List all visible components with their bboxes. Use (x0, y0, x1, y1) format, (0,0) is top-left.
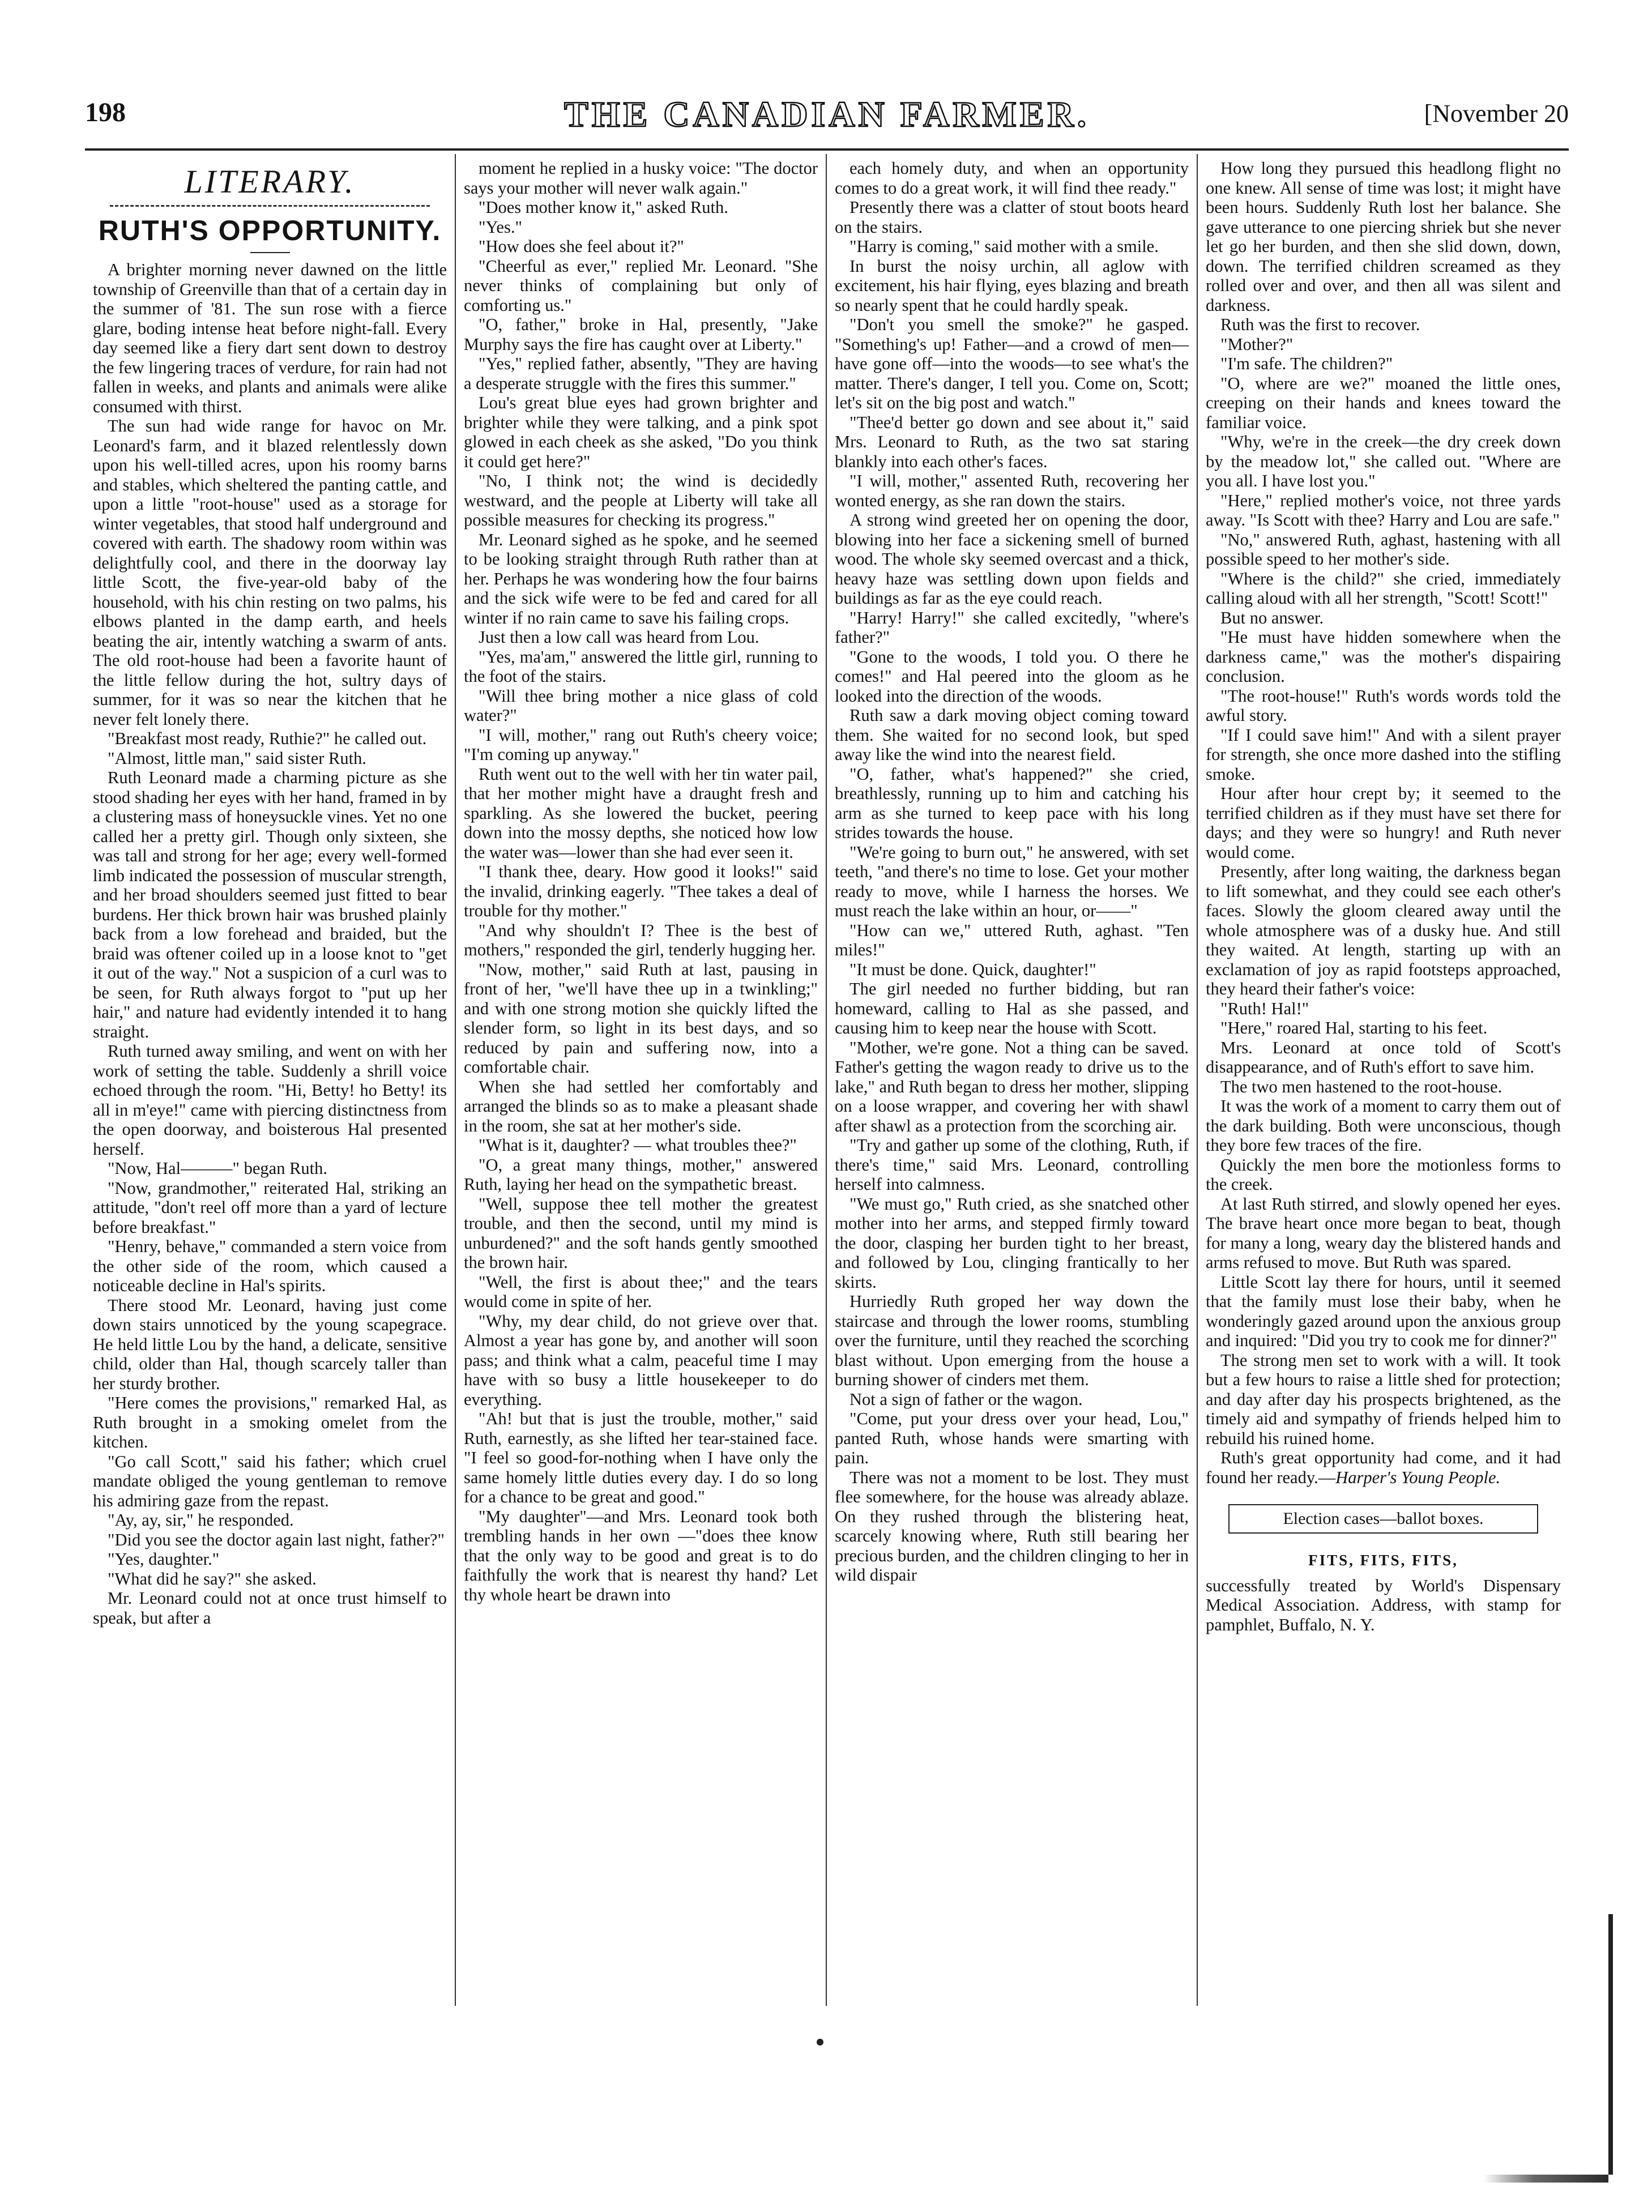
paragraph: The strong men set to work with a will. It took but a few hours to raise a little shed for protection; and day after day his prospects brightened, as the timely aid and sympathy of friends helped him to rebuild his ruined home. (1206, 1350, 1561, 1448)
paragraph: Mrs. Leonard at once told of Scott's disappearance, and of Ruth's effort to save him. (1206, 1037, 1561, 1077)
paragraph: "Yes, ma'am," answered the little girl, running to the foot of the stairs. (464, 647, 818, 686)
masthead: THE CANADIAN FARMER. (564, 94, 1090, 134)
column-3 (827, 154, 1198, 2006)
page-number: 198 (85, 97, 126, 127)
paragraph: "Cheerful as ever," replied Mr. Leonard. "She never thinks of complaining but only of comforting us." (464, 256, 818, 315)
paragraph: "Henry, behave," commanded a stern voice from the other side of the room, which caused a noticeable decline in Hal's spirits. (93, 1237, 447, 1295)
paragraph: Presently, after long waiting, the darkness began to lift somewhat, and they could see each other's faces. Slowly the gloom cleared away until the whole atmosphere was of a dusky hue. And still they waited. At length, starting up with an exclamation of joy as rapid footsteps approached, they heard their father's voice: (1206, 862, 1561, 998)
paragraph: Ruth's great opportunity had come, and it had found her ready.—Harper's Young People. (1206, 1448, 1561, 1487)
paragraph: Ruth saw a dark moving object coming toward them. She waited for no second look, but sped away like the wind into the nearest field. (835, 706, 1189, 764)
column-4 (1198, 154, 1569, 2006)
paragraph: Hour after hour crept by; it seemed to the terrified children as if they must have set there for days; and they were so hungry! and Ruth never would come. (1206, 784, 1561, 862)
section-rule (110, 205, 430, 207)
paragraph: Ruth went out to the well with her tin water pail, that her mother might have a draught fresh and sparkling. As she lowered the bucket, peering down into the mossy depths, she noticed how low the water was—lower than she had ever seen it. (464, 764, 818, 862)
paragraph: "Try and gather up some of the clothing, Ruth, if there's time," said Mrs. Leonard, controlling herself into calmness. (835, 1135, 1189, 1194)
paragraph: "Mother?" (1220, 334, 1294, 354)
ad-title: FITS, FITS, FITS, (1308, 1552, 1458, 1569)
paragraph: "Breakfast most ready, Ruthie?" he called out. (108, 729, 427, 748)
paragraph: "Here," replied mother's voice, not three yards away. "Is Scott with thee? Harry and Lou are safe." (1206, 490, 1561, 529)
paragraph: "Mother, we're gone. Not a thing can be saved. Father's getting the wagon ready to drive us to the lake," and Ruth began to dress her mother, slipping on a loose wrapper, and covering her with shawl after shawl as a protection from the scorching air. (835, 1037, 1189, 1135)
paragraph: Ruth turned away smiling, and went on with her work of setting the table. Suddenly a shrill voice echoed through the room. "Hi, Betty! ho Betty! its all in m'eye!" came with piercing distinctness from the open doorway, and boisterous Hal presented herself. (93, 1041, 447, 1159)
paragraph: "Well, the first is about thee;" and the tears would come in spite of her. (464, 1272, 818, 1311)
paragraph: The sun had wide range for havoc on Mr. Leonard's farm, and it blazed relentlessly down upon his well-tilled acres, upon his roomy barns and stables, which sheltered the panting cattle, and upon a little "root-house" used as a storage for winter vegetables, that stood half underground and covered with earth. The shadowy room within was delightfully cool, and there in the doorway lay little Scott, the five-year-old baby of the household, with his chin resting on two palms, his elbows planted in the damp earth, and heels beating the air, intently watching a swarm of ants. The old root-house had been a favorite haunt of the little fellow during the hot, sultry days of summer, for it was so near the kitchen that he never felt lonely there. (93, 416, 447, 729)
paragraph: each homely duty, and when an opportunity comes to do a great work, it will find thee ready." (835, 159, 1189, 198)
paragraph: Little Scott lay there for hours, until it seemed that the family must lose their baby, when he wonderingly gazed around upon the anxious group and inquired: "Did you try to cook me for dinner?" (1206, 1272, 1561, 1350)
paragraph: A brighter morning never dawned on the little township of Greenville than that of a certain day in the summer of '81. The sun rose with a fierce glare, boding intense heat before night-fall. Every day seemed like a fiery dart sent down to destroy the few lingering traces of verdure, for rain had not fallen in weeks, and plants and animals were alike consumed with thirst. (93, 260, 447, 416)
paragraph: It was the work of a moment to carry them out of the dark building. Both were unconscious, though they bore few traces of the fire. (1206, 1096, 1561, 1155)
paragraph: "We must go," Ruth cried, as she snatched other mother into her arms, and stepped firmly toward the door, clasping her burden tight to her breast, and followed by Lou, clinging frantically to her skirts. (835, 1194, 1189, 1292)
paragraph: "Come, put your dress over your head, Lou," panted Ruth, whose hands were smarting with pain. (835, 1409, 1189, 1467)
paragraph: "Why, we're in the creek—the dry creek down by the meadow lot," she called out. "Where are you all. I have lost you." (1206, 432, 1561, 490)
paragraph: "What did he say?" she asked. (108, 1569, 317, 1588)
paragraph: "Thee'd better go down and see about it," said Mrs. Leonard to Ruth, as the two sat staring blankly into each other's faces. (835, 412, 1189, 471)
paragraph: "Yes." (479, 217, 522, 237)
paragraph: "I will, mother," assented Ruth, recovering her wonted energy, as she ran down the stairs. (835, 471, 1189, 510)
paragraph: "Yes," replied father, absently, "They are having a desperate struggle with the fires this summer." (464, 354, 818, 393)
paragraph: "Where is the child?" she cried, immediately calling aloud with all her strength, "Scott! Scott!" (1206, 569, 1561, 608)
paragraph: "Harry! Harry!" she called excitedly, "where's father?" (835, 608, 1189, 647)
paragraph: "Almost, little man," said sister Ruth. (108, 748, 366, 768)
paragraph: "Here," roared Hal, starting to his feet. (1220, 1018, 1488, 1037)
paragraph: "Now, grandmother," reiterated Hal, striking an attitude, "don't reel off more than a yard of lecture before breakfast." (93, 1178, 447, 1237)
section-title: LITERARY. (184, 163, 356, 200)
paragraph: Presently there was a clatter of stout boots heard on the stairs. (835, 198, 1189, 237)
paragraph: Mr. Leonard sighed as he spoke, and he seemed to be looking straight through Ruth rather than at her. Perhaps he was wondering how the four bairns and the sick wife were to be fed and cared for all winter if no rain came to save his failing crops. (464, 529, 818, 627)
paragraph: "Will thee bring mother a nice glass of cold water?" (464, 686, 818, 725)
paragraph: "Yes, daughter." (108, 1549, 220, 1569)
paragraph: "My daughter"—and Mrs. Leonard took both trembling hands in her own —"does thee know that the only way to be good and great is to do faithfully the work that is nearest thy hand? Let thy whole heart be drawn into (464, 1506, 818, 1604)
paragraph: "What is it, daughter? — what troubles thee?" (479, 1135, 797, 1155)
column-2 (456, 154, 827, 2006)
paragraph: In burst the noisy urchin, all aglow with excitement, his hair flying, eyes blazing and breath so nearly spent that he could hardly speak. (835, 256, 1189, 315)
paragraph: "No," answered Ruth, aghast, hastening with all possible speed to her mother's side. (1206, 529, 1561, 569)
print-dot (817, 2039, 823, 2046)
paragraph: "No, I think not; the wind is decidedly westward, and the people at Liberty will take all possible measures for checking its progress." (464, 471, 818, 529)
paragraph: "Why, my dear child, do not grieve over that. Almost a year has gone by, and another will soon pass; and think what a calm, peaceful time I may have with so busy a little housekeeper to do everything. (464, 1311, 818, 1409)
paragraph: Ruth Leonard made a charming picture as she stood shading her eyes with her hand, framed in by a clustering mass of honeysuckle vines. Yet no one called her a pretty girl. Though only sixteen, she was tall and strong for her age; every well-formed limb indicated the possession of muscular strength, and her broad shoulders seemed just fitted to bear burdens. Her thick brown hair was brushed plainly back from a low forehead and braided, but the braid was oftener coiled up in a loose knot to "get it out of the way." Not a suspicion of a curl was to be seen, for Ruth always forgot to "put up her hair," and nature had evidently intended it to hang straight. (93, 768, 447, 1041)
paragraph: "O, a great many things, mother," answered Ruth, laying her head on the sympathetic breast. (464, 1155, 818, 1194)
columns (85, 154, 1569, 2006)
paragraph: "I thank thee, deary. How good it looks!" said the invalid, drinking eagerly. "Thee takes a deal of trouble for thy mother." (464, 862, 818, 920)
issue-date: [November 20 (1424, 100, 1569, 127)
paragraph: "How can we," uttered Ruth, aghast. "Ten miles!" (835, 920, 1189, 959)
paragraph: "We're going to burn out," he answered, with set teeth, "and there's no time to lose. Get your mother ready to move, while I harness the horses. We must reach the lake within an hour, or——" (835, 842, 1189, 920)
paragraph: Quickly the men bore the motionless forms to the creek. (1206, 1155, 1561, 1194)
paragraph: At last Ruth stirred, and slowly opened her eyes. The brave heart once more began to beat, though for many a long, weary day the blistered hands and arms refused to move. But Ruth was spared. (1206, 1194, 1561, 1272)
paragraph: "Don't you smell the smoke?" he gasped. "Something's up! Father—and a crowd of men—have gone off—into the woods—to see what's the matter. There's danger, I tell you. Come on, Scott; let's sit on the big post and watch." (835, 315, 1189, 412)
paragraph: "How does she feel about it?" (479, 237, 684, 256)
ad-text: successfully treated by World's Dispensary Medical Association. Address, with stamp for pamphlet, Buffalo, N. Y. (1206, 1575, 1561, 1634)
paragraph: A strong wind greeted her on opening the door, blowing into her face a sickening smell of burned wood. The whole sky seemed overcast and a thick, heavy haze was settling down upon fields and buildings as far as the eye could reach. (835, 510, 1189, 608)
paragraph: moment he replied in a husky voice: "The doctor says your mother will never walk again." (464, 159, 818, 198)
paragraph: "O, father," broke in Hal, presently, "Jake Murphy says the fire has caught over at Liberty." (464, 315, 818, 354)
page-header (85, 93, 1569, 144)
paragraph: "It must be done. Quick, daughter!" (850, 959, 1096, 979)
paragraph: Ruth was the first to recover. (1220, 315, 1420, 334)
paragraph: "If I could save him!" And with a silent prayer for strength, she once more dashed into the stifling smoke. (1206, 725, 1561, 784)
ink-smudge (1484, 2175, 1608, 2183)
paragraph: Lou's great blue eyes had grown brighter and brighter while they were talking, and a pink spot glowed in each cheek as she asked, "Do you think it could get here?" (464, 393, 818, 471)
column-1 (85, 154, 456, 2006)
paragraph: "Ah! but that is just the trouble, mother," said Ruth, earnestly, as she lifted her tear-stained face. "I feel so good-for-nothing when I have only the same homely little duties every day. I do so long for a chance to be great and good." (464, 1409, 818, 1506)
paragraph: "Gone to the woods, I told you. O there he comes!" and Hal peered into the gloom as he looked into the direction of the woods. (835, 647, 1189, 706)
paragraph: When she had settled her comfortably and arranged the blinds so as to make a pleasant shade in the room, she sat at her mother's side. (464, 1077, 818, 1135)
paragraph: "Go call Scott," said his father; which cruel mandate obliged the young gentleman to remove his admiring gaze from the repast. (93, 1451, 447, 1510)
paragraph: There was not a moment to be lost. They must flee somewhere, for the house was already ablaze. On they rushed through the blistering heat, scarcely knowing where, Ruth still bearing her precious burden, and the children clinging to her in wild dispair (835, 1467, 1189, 1585)
paragraph: "Well, suppose thee tell mother the greatest trouble, and then the second, until my mind is unburdened?" and the soft hands gently smoothed the brown hair. (464, 1194, 818, 1272)
paragraph: "Ay, ay, sir," he responded. (108, 1510, 294, 1530)
paragraph: "O, father, what's happened?" she cried, breathlessly, running up to him and catching his arm as she turned to keep pace with his long strides towards the house. (835, 764, 1189, 842)
paragraph: "Here comes the provisions," remarked Hal, as Ruth brought in a smoking omelet from the kitchen. (93, 1393, 447, 1451)
paragraph: "Ruth! Hal!" (1220, 998, 1309, 1018)
paragraph: "And why shouldn't I? Thee is the best of mothers," responded the girl, tenderly hugging her. (464, 920, 818, 959)
paragraph: The girl needed no further bidding, but ran homeward, calling to Hal as she passed, and causing him to keep near the house with Scott. (835, 979, 1189, 1037)
paragraph: "I'm safe. The children?" (1220, 354, 1393, 373)
paragraph: Not a sign of father or the wagon. (850, 1389, 1083, 1409)
paragraph: "He must have hidden somewhere when the darkness came," was the mother's dispairing conclusion. (1206, 627, 1561, 686)
paragraph: There stood Mr. Leonard, having just come down stairs unnoticed by the young scapegrace. He held little Lou by the hand, a delicate, sensitive child, older than Hal, though scarcely taller than her sturdy brother. (93, 1295, 447, 1393)
paragraph: "O, where are we?" moaned the little ones, creeping on their hands and knees toward the familiar voice. (1206, 373, 1561, 432)
paragraph: How long they pursued this headlong flight no one knew. All sense of time was lost; it might have been hours. Suddenly Ruth lost her balance. She gave utterance to one piercing shriek but she never let go her burden, and then she slid down, down, down. The terrified children screamed as they rolled over and over, and then all was silent and darkness. (1206, 159, 1561, 315)
title-rule (250, 252, 290, 253)
paragraph: "Does mother know it," asked Ruth. (479, 198, 728, 217)
notice-box: Election cases—ballot boxes. (1228, 1504, 1538, 1534)
attribution: Harper's Young People. (1335, 1467, 1501, 1487)
paragraph: Just then a low call was heard from Lou. (479, 627, 759, 647)
paragraph: "I will, mother," rang out Ruth's cheery voice; "I'm coming up anyway." (464, 725, 818, 764)
paragraph: But no answer. (1220, 608, 1324, 627)
page-edge-mark (1608, 1914, 1613, 2175)
paragraph: Mr. Leonard could not at once trust himself to speak, but after a (93, 1588, 447, 1628)
paragraph: "Harry is coming," said mother with a smile. (850, 237, 1159, 256)
story-title: RUTH'S OPPORTUNITY. (98, 215, 442, 246)
paragraph: The two men hastened to the root-house. (1220, 1077, 1502, 1096)
paragraph: Hurriedly Ruth groped her way down the staircase and through the lower rooms, stumbling over the furniture, until they reached the scorching blast without. Upon emerging from the house a burning shower of cinders met them. (835, 1292, 1189, 1389)
paragraph: "Now, Hal———" began Ruth. (108, 1159, 328, 1178)
header-rule (85, 148, 1569, 151)
paragraph: "Now, mother," said Ruth at last, pausing in front of her, "we'll have thee up in a twinkling;" and with one strong motion she quickly lifted the slender form, so light in its best days, and so reduced by pain and suffering now, into a comfortable chair. (464, 959, 818, 1077)
paragraph: "The root-house!" Ruth's words words told the awful story. (1206, 686, 1561, 725)
paragraph: "Did you see the doctor again last night, father?" (108, 1530, 445, 1549)
